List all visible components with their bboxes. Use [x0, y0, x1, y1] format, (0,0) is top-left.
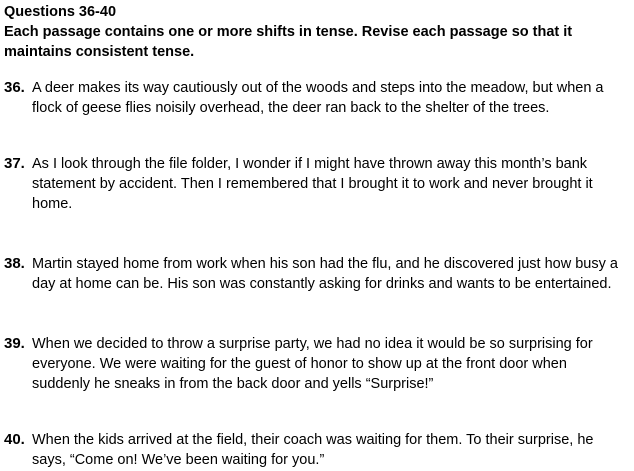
question-number: 40.: [4, 431, 25, 448]
question-number: 36.: [4, 79, 25, 96]
question-item: [4, 254, 620, 294]
question-number: 39.: [4, 335, 25, 352]
question-text: Martin stayed home from work when his son had the flu, and he discovered just how busy a day at home can be. His son was constantly asking for drinks and wants to be entertained.: [32, 256, 618, 292]
question-text: When the kids arrived at the field, their coach was waiting for them. To their surprise, he says, “Come on! We’ve been waiting for you.”: [32, 432, 594, 468]
question-item: [4, 154, 620, 214]
question-text: As I look through the file folder, I wonder if I might have thrown away this month’s bank statement by accident. Then I remembered that I brought it to work and never brought it home.: [32, 156, 593, 212]
question-item: [4, 334, 620, 394]
question-number: 37.: [4, 155, 25, 172]
section-title: Questions 36-40: [4, 4, 117, 20]
question-item: [4, 430, 620, 470]
instructions: Each passage contains one or more shifts in tense. Revise each passage so that it maintains consistent tense.: [4, 24, 573, 60]
question-item: [4, 78, 620, 118]
question-text: When we decided to throw a surprise party, we had no idea it would be so surprising for everyone. We were waiting for the guest of honor to show up at the front door when suddenly he sneaks in from the back door and yells “Surprise!”: [32, 336, 593, 392]
question-number: 38.: [4, 255, 25, 272]
question-text: A deer makes its way cautiously out of the woods and steps into the meadow, but when a flock of geese flies noisily overhead, the deer ran back to the shelter of the trees.: [32, 80, 604, 116]
